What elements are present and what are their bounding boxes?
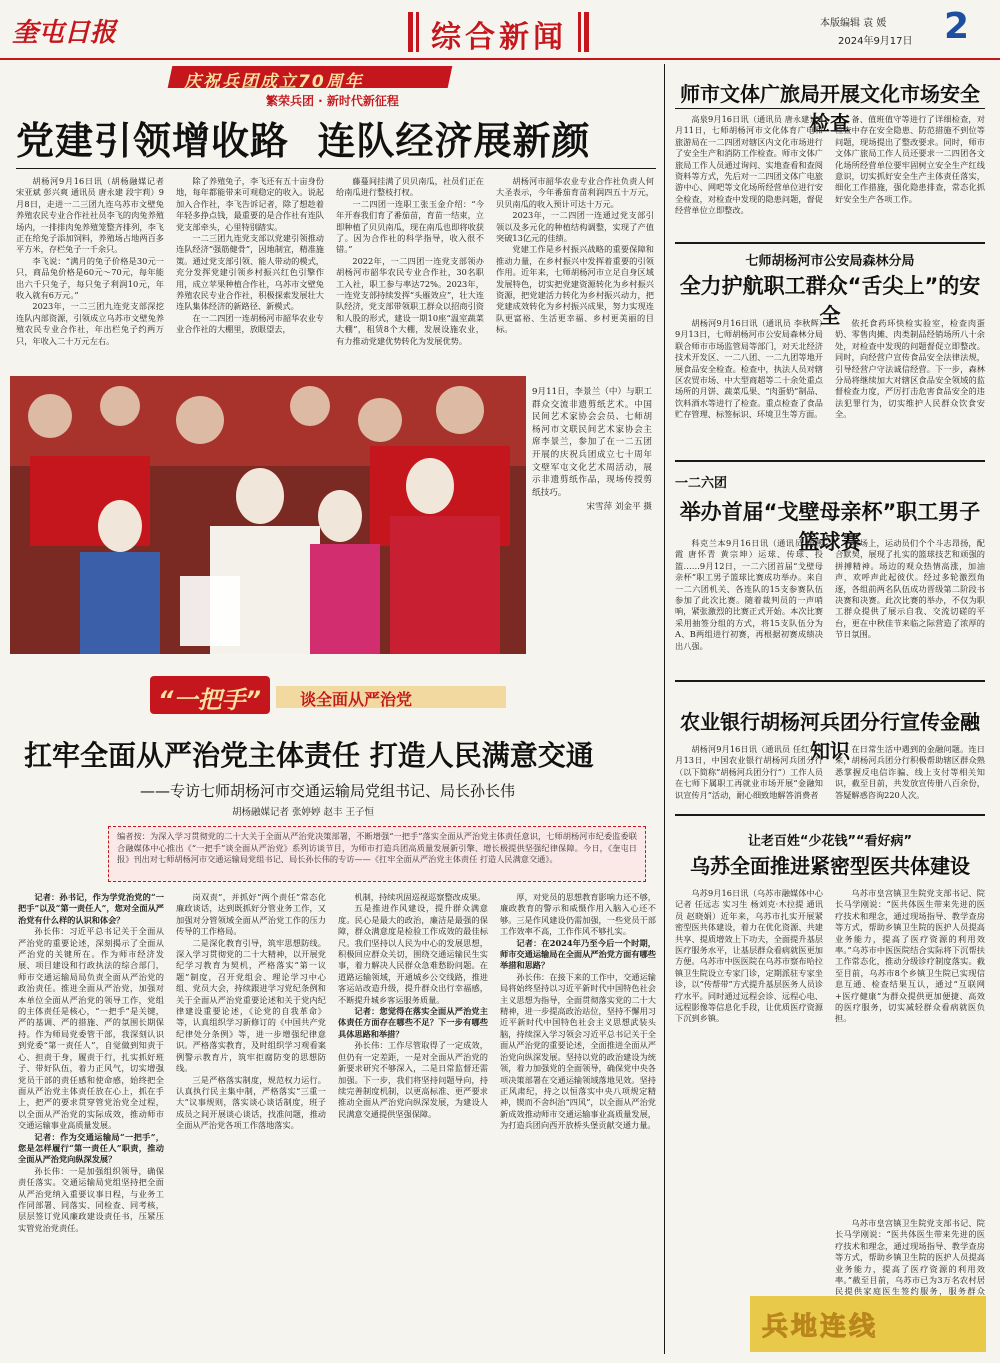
right-article-5-kicker: 让老百姓“少花钱”“看好病” [747, 834, 913, 849]
right-a2-col-2: 依托食药环快检实验室，检查肉蛋奶、零售肉摊、肉类制品经销场所八十余处，对检查中发现的问题督促立即整改。同时，向经营户宣传食品安全法律法规，引导经营户守法诚信经营。下一步，森林分局将继续加大对辖区食品安全领域的监督检查力度，严厉打击危害食品安全的违法犯罪行为，切实维护人民群众饮食安全。 [835, 318, 985, 420]
right-article-2-title: 全力护航职工群众“舌尖上”的安全 [679, 274, 981, 328]
right-article-2-kicker: 七师胡杨河市公安局森林分局 [745, 254, 915, 269]
banner-title: 庆祝兵团成立70周年 [184, 72, 364, 92]
lead-col-3: 藤蔓间挂满了贝贝南瓜，社员们正在给南瓜进行整枝打杈。 一二四团一连职工张玉金介绍：“今年开春我们育了番茄苗，育苗一结束，立即种植了贝贝南瓜，现在南瓜也即将收获了。因为合作社的科学指导，收入很不错。” 2022年，一二四团一连党支部领办胡杨河市韶华农民专业合作社，30名职工入社，职工参与率达72%。2023年，一连党支部持续发挥“头雁效应”，壮大连队经济，党支部带领职工群众以招商引资和人股的形式，建设一期10座“温室蔬菜大棚”，租赁8个大棚，发展设施农业，有力推动党建优势转化为发展优势。 [336, 176, 484, 346]
paper-logo: 奎屯日报 [12, 18, 117, 48]
footer-section-label: 兵地连线 [762, 1312, 879, 1342]
lead-col-4: 胡杨河市韶华农业专业合作社负责人何大圣表示，今年番茄育苗利润四五十万元，贝贝南瓜的收入预计可达十万元。 2023年，一二四团一连通过党支部引领以及多元化的种植结构调整，实现了产值突破13亿元的佳绩。 党建工作是乡村振兴战略的重要保障和推动力量，在乡村振兴中发挥着重要的引领作用。近年来，七师胡杨河市立足自身区域发展特色，切实把党建资源转化为乡村振兴资源，把党建活力转化为乡村振兴动力，把党建成效转化为乡村振兴成果，努力实现连队更富裕、生活更幸福、乡村更美丽的目标。 [496, 176, 654, 335]
footer-section-tag [750, 1296, 986, 1352]
series-subheadline: ——专访七师胡杨河市交通运输局党组书记、局长孙长伟 [140, 782, 516, 800]
series-byline: 胡杨融媒记者 张婷婷 赵丰 王子恒 [232, 807, 375, 818]
photo-credit: 宋雪萍 刘金平 摄 [586, 502, 652, 513]
right-article-3-title: 举办首届“戈壁母亲杯”职工男子篮球赛 [679, 500, 981, 554]
editor-note: 编者按：为深入学习贯彻党的二十大关于全面从严治党决策部署，不断增强“一把手”落实全面从严治党主体责任意识，七师胡杨河市纪委监委联合融媒体中心推出《“一把手”谈全面从严治党》系列访谈节目，为师市打造兵团高质量发展新引擎、增长极提供坚强纪律保障。今日，《奎屯日报》刊出对七师胡杨河市交通运输局党组书记、局长孙长伟的专访——《扛牢全面从严治党主体责任 打造人民满意交通》。 [108, 826, 646, 882]
series-col-4: 厚，对党员的思想教育影响力还不够，廉政教育的警示和威慑作用入脑入心还不够。三是作风建设仍需加强，一些党员干部工作效率不高，工作作风不够扎实。 记者：在2024年乃至今后一个时期，师市交通运输局在全面从严治党方面有哪些举措和思路？ 孙长伟：在接下来的工作中，交通运输局将始终坚持以习近平新时代中国特色社会主义思想为指导，全面贯彻落实党的二十大精神，进一步提高政治站位，坚持不懈用习近平新时代中国特色社会主义思想武装头脑，持续深入学习领会习近平总书记关于全面从严治党的重要论述，全面推进全面从严治党向纵深发展。坚持以党的政治建设为统领，着力加强党的全面领导，确保党中央各项决策部署在交通运输领域落地见效。坚持正风肃纪，持之以恒落实中央八项规定精神，锲而不舍纠治“四风”，以全面从严治党新成效推动师市交通运输事业高质量发展，为打造兵团向西开放桥头堡贡献交通力量。 [500, 892, 656, 1131]
section-name: 综合新闻 [431, 20, 567, 55]
series-tag-box [150, 670, 510, 720]
series-col-1: 记者：孙书记，作为学党治党的“一把手”以及“第一责任人”，您对全面从严治党有什么样的认识和体会？ 孙长伟：习近平总书记关于全面从严治党的重要论述，深刻揭示了全面从严治党的关键所在。作为师市经济发展、项目建设和行政执法的综合部门，师市交通运输局局负责全面从严治党的政治责任。推进全面从严治党，加强对本单位全面从严治党的领导工作，党组的主体责任是核心，“一把手”是关键，严的基调、严的措施、严的氛围长期保持。作为师局党委管干部，我深刻认识到党委“第一责任人”，自觉做到知责于心、担责于身，履责于行，扎实抓好班子、带好队伍，着力正风气，切实增强党员干部的责任感和使命感，始终把全面从严治党主体责任放在心上，抓在手上，把严的要求贯穿管党治党全过程，以全面从严治党的实际成效，推动师市交通运输事业高质量发展。 记者：作为交通运输局“一把手”，您是怎样履行“第一责任人”职责，推动全面从严治党向纵深发展？ 孙长伟：一是加强组织领导，确保责任落实。交通运输局党组坚持把全面从严治党纳入重要议事日程，与业务工作同部署、同落实、同检查、同考核，层层签订党风廉政建设责任书，压紧压实管党治党责任。 [18, 892, 164, 1233]
right-a4-col-2: 在日常生活中遇到的金融问题。连日来，胡杨河兵团分行积极帮助辖区群众熟悉掌握反电信诈骗、线上支付等相关知识，截至目前，共发放宣传册八百余份，答疑解惑咨询220人次。 [835, 744, 985, 800]
lead-col-2: 除了养殖兔子，李飞还有五十亩身份地，每年都能带来可观稳定的收入。说起加入合作社，李飞告诉记者，除了想趁着年轻多挣点钱，最重要的是合作社有连队党支部牵头，心里特别踏实。 一二三团九连党支部以党建引领推动连队经济“强筋健骨”，因地制宜，精准施策。通过党支部引领、能人带动的模式，充分发挥党建引领乡村振兴红色引擎作用，成立苹果种植合作社，乌苏市文壁兔养殖农民专业合作社，积极探索发展壮大连队集体经济的新路径、新模式。 在一二四团一连胡杨河市韶华农业专业合作社的大棚里，放眼望去， [176, 176, 324, 335]
right-a2-col-1: 胡杨河9月16日讯（通讯员 李秋辉）9月13日，七师胡杨河市公安局森林分局联合师市市场监管局等部门，对天北经济技术开发区、一二八团、一二九团等地开展食品安全检查。检查中，执法人员对辖区农贸市场、中大型商超等二十余处重点场所的月饼、蔬菜瓜果、“肉蛋奶”制品、饮料酒水等进行了检查。重点检查了食品贮存管理、标签标识、环境卫生等方面。 [675, 318, 823, 420]
series-col-3: 机制，持续巩固巡视巡察整改成果。 五是推进作风建设，提升群众满意度。民心是最大的政治，廉洁是最强的保障，群众满意度是检验工作成效的最佳标尺。我们坚持以人民为中心的发展思想，积极回应群众关切，围绕交通运输民生实事，着力解决人民群众急难愁盼问题。在道路运输领域，开通城乡公交线路，推进客运站改造升级，提升群众出行幸福感，不断提升城乡客运服务质量。 记者：您觉得在落实全面从严治党主体责任方面存在哪些不足？下一步有哪些具体思路和举措？ 孙长伟：工作尽管取得了一定成效，但仍有一定差距，一是对全面从严治党的新要求研究不够深入，二是日常监督还需加强。下一步，我们将坚持问题导向，持续完善制度机制，以更高标准、更严要求推动全面从严治党向纵深发展，为建设人民满意交通提供坚强保障。 [338, 892, 488, 1119]
right-article-1-title: 师市文体广旅局开展文化市场安全检查 [680, 82, 980, 135]
banner-subtitle: 繁荣兵团 · 新时代新征程 [266, 94, 399, 108]
lead-headline: 党建引领增收路 连队经济展新颜 [16, 119, 591, 163]
news-photo [10, 376, 526, 654]
section-title [408, 8, 588, 56]
right-article-5-title: 乌苏全面推进紧密型医共体建设 [690, 854, 970, 878]
right-a5-col-3: 乌苏市皇宫镇卫生院党支部书记、院长马学刚说：“医共体医生带来先进的医疗技术和理念，通过现场指导、教学查房等方式，帮助乡镇卫生院的医护人员提高业务能力，提高了医疗资源的利用效率。”截至目前，乌苏市已为3万名农村居民提供家庭医生签约服务，服务群众 [835, 1218, 985, 1297]
right-article-4-title: 农业银行胡杨河兵团分行宣传金融知识 [680, 710, 980, 763]
right-a3-col-2: 赛场上，运动员们个个斗志昂扬，配合默契，展现了扎实的篮球技艺和顽强的拼搏精神。场边的观众热情高涨，加油声、欢呼声此起彼伏。经过多轮激烈角逐，各组前两名队伍成功晋级第二阶段书决赛和决赛。此次比赛的举办，不仅为职工群众提供了展示自我、交流切磋的平台，更在中秋佳节来临之际营造了浓厚的节日氛围。 [835, 538, 985, 640]
masthead-rule [0, 58, 1000, 60]
editor-credit: 本版编辑 袁 媛 [820, 18, 887, 29]
right-a1-col-1: 高泉9月16日讯（通讯员 唐永建）9月11日，七师胡杨河市文化体育广电和旅游局在一二四团对辖区内文化市场进行了安全生产和消防工作检查。师市文体广旅局工作人员通过询问、实地查看和查阅资料等方式，先后对一二四团文体广电旅游中心、网吧等文化场所经营单位进行安全检查，对检查中发现的隐患问题，督促经营单位立即整改。 [675, 114, 823, 216]
page-number: 2 [944, 6, 970, 47]
lead-col-1: 胡杨河9月16日讯（胡杨融媒记者 宋亚斌 彭兴爽 通讯员 唐永建 段宇莉）9月8日，走进一二三团九连乌苏市文壁兔养殖农民专业合作社社员李飞的肉兔养殖场内，一排排肉兔养殖笼整齐排列，李飞正在给兔子添加饲料，养殖场占地两百多平方米，存栏兔子一千余只。 李飞说：“满月的兔子价格是30元一只，商品兔价格是60元～70元，每年能出六千只兔子，每只兔子利润10元，年收入就有6万元。” 2023年，一二三团九连党支部深挖连队内部资源，引领成立乌苏市文壁兔养殖农民专业合作社，年出栏兔子约两万只，年收入二十万元左右。 [16, 176, 164, 346]
right-a1-col-2: 备、值班值守等进行了详细检查，对检查中存在安全隐患、防范措施不到位等问题，现场提出了整改要求。同时，师市文体广旅局工作人员还要求一二四团各文化场所经营单位要牢固树立安全生产红线意识，切实抓好安全生产主体责任落实，细化工作措施，强化隐患排查，常态化抓好安全生产各项工作。 [835, 114, 985, 204]
right-a4-col-1: 胡杨河9月16日讯（通讯员 任红）9月13日，中国农业银行胡杨河兵团分行（以下简称“胡杨河兵团分行”）工作人员在七师下属职工再就业市场开展“金融知识宣传月”活动，耐心细致地解答消费者 [675, 744, 823, 800]
right-a3-col-1: 科克兰本9月16日讯（通讯员 杨燕霞 唐怀青 黄宗坤）运球、传球、投篮……9月12日，一二六团首届“戈壁母亲杯”职工男子篮球比赛成功举办。来自一二六团机关、各连队的15支参赛队伍参加了此次比赛。随着裁判员的一声哨响，紧张激烈的比赛正式开始。本次比赛采用抽签分组的方式，将15支队伍分为A、B两组进行初赛，再根据初赛成绩决出八强。 [675, 538, 823, 651]
series-col-2: 岗双责”，并抓好“两个责任”常态化廉政谈话，达到既抓好分管业务工作，又加强对分管领域全面从严治党工作的压力传导的工作格局。 二是深化教育引导，筑牢思想防线。深入学习贯彻党的二十大精神，以开展党纪学习教育为契机，严格落实“第一议题”制度，召开党组会、理论学习中心组、党员大会，持续跟进学习党纪条例和关于全面从严治党重要论述和关于党内纪律建设重要论述，《论党的自我革命》等，认真组织学习新修订的《中国共产党纪律处分条例》等，进一步增强纪律意识。严格落实教育，及时组织学习观看案例警示教育片，筑牢拒腐防变的思想防线。 三是严格落实制度，规范权力运行。认真执行民主集中制，严格落实“三重一大”议事规则，落实谈心谈话制度，班子成员之间开展谈心谈话，找准问题，推动全面从严治党各项工作落地落实。 [176, 892, 326, 1131]
series-headline: 扛牢全面从严治党主体责任 打造人民满意交通 [24, 739, 594, 772]
right-article-3-kicker: 一二六团 [675, 476, 728, 491]
photo-caption: 9月11日，李景兰（中）与职工群众交流非遗剪纸艺术。中国民间艺术家协会会员、七师胡杨河市文联民间艺术家协会主席李景兰，参加了在一二五团开展的庆祝兵团成立七十周年文壁军屯文化艺术周活动，展示非遗剪纸作品，现场传授剪纸技巧。 宋雪萍 刘金平 摄 [532, 387, 652, 513]
series-tag-rest: 谈全面从严治党 [300, 690, 413, 709]
right-a5-col-2: 乌苏市皇宫镇卫生院党支部书记、院长马学刚说：“医共体医生带来先进的医疗技术和理念，通过现场指导、教学查房等方式，帮助乡镇卫生院的医护人员提高业务能力，提高了医疗资源的利用效率。”乌苏市中医医院结合实际将下沉帮扶工作常态化，推动分级诊疗制度落实。截至目前，乌苏市8个乡镇卫生院已实现信息互通、检查结果互认，通过“互联网+医疗健康”为群众提供更加便捷、高效的医疗服务，切实减轻群众看病就医负担。 [835, 888, 985, 1024]
right-a5-col-1: 乌苏9月16日讯（乌苏市融媒体中心记者 任远志 实习生 杨刘克·木拉提 通讯员 赵晓娟）近年来，乌苏市扎实开展紧密型医共体建设，着力在优化资源、共建共享、提质增效上下功夫，全面提升基层医疗服务水平，让基层群众看病就医更加方便。乌苏市中医医院在乌苏市察布哈拉镇卫生院设立专家门诊，定期派驻专家坐诊，以“传帮带”方式提升基层医务人员诊疗水平。同时通过远程会诊、远程心电、远程影像等信息化手段，让优质医疗资源下沉到乡镇。 [675, 888, 823, 1024]
issue-date: 2024年9月17日 [838, 36, 913, 47]
anniversary-banner [170, 62, 510, 110]
series-tag: “一把手” [158, 686, 261, 714]
